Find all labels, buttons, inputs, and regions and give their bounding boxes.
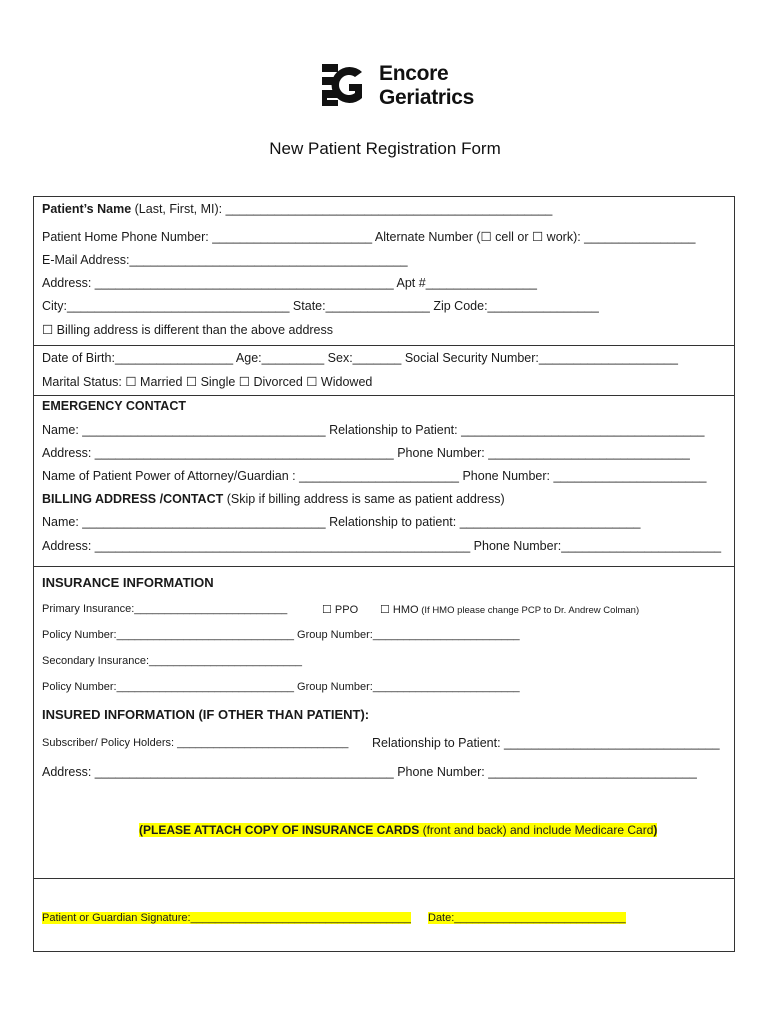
email-field[interactable]: E-Mail Address:________________________________________	[42, 253, 408, 267]
patient-name-field[interactable]	[42, 202, 552, 216]
home-phone-field[interactable]: Patient Home Phone Number: _______________________ Alternate Number (☐ cell or ☐ work): ________________	[42, 230, 696, 244]
logo-text-encore: Encore	[379, 62, 449, 85]
logo-text-geriatrics: Geriatrics	[379, 86, 475, 109]
insured-address-field[interactable]: Address: ___________________________________________ Phone Number: ______________________________	[42, 765, 697, 779]
billing-different-checkbox[interactable]: ☐ Billing address is different than the above address	[42, 323, 334, 337]
divider-insurance	[33, 566, 735, 567]
policy-number-secondary-field[interactable]: Policy Number:_____________________________ Group Number:________________________	[42, 681, 520, 693]
dob-age-sex-ssn-field[interactable]: Date of Birth:_________________ Age:_________ Sex:_______ Social Security Number:____________________	[42, 351, 678, 365]
insurance-heading: INSURANCE INFORMATION	[42, 575, 214, 590]
signature-label: Patient or Guardian Signature:____________________________________	[42, 912, 411, 924]
insured-heading: INSURED INFORMATION (IF OTHER THAN PATIENT):	[42, 707, 370, 722]
divider-demographics	[33, 345, 735, 346]
logo-mark-icon	[321, 62, 365, 108]
encore-geriatrics-logo	[321, 60, 501, 112]
signature-field[interactable]	[42, 912, 411, 924]
attach-note-rest: (front and back) and include Medicare Card	[419, 823, 654, 837]
attach-cards-note	[139, 823, 657, 837]
insured-relationship-field[interactable]: Relationship to Patient: _______________________________	[372, 736, 720, 750]
emergency-address-field[interactable]: Address: ___________________________________________ Phone Number: _____________________________	[42, 446, 690, 460]
billing-address-field[interactable]: Address: ______________________________________________________ Phone Number:_______________________	[42, 539, 722, 553]
billing-heading	[42, 492, 505, 506]
hmo-label: ☐ HMO	[380, 604, 419, 616]
subscriber-field[interactable]: Subscriber/ Policy Holders: ____________________________	[42, 737, 349, 749]
city-state-zip-field[interactable]: City:________________________________ State:_______________ Zip Code:________________	[42, 299, 599, 313]
date-field[interactable]	[428, 912, 626, 924]
patient-name-label: Patient’s Name	[42, 202, 132, 216]
form-title: New Patient Registration Form	[269, 139, 501, 158]
date-label: Date:____________________________	[428, 912, 626, 924]
divider-signature	[33, 878, 735, 879]
marital-status-checkboxes[interactable]: Marital Status: ☐ Married ☐ Single ☐ Divorced ☐ Widowed	[42, 375, 373, 389]
billing-heading-note: (Skip if billing address is same as patient address)	[223, 492, 505, 506]
emergency-name-field[interactable]: Name: ___________________________________ Relationship to Patient: ___________________________________	[42, 423, 705, 437]
billing-heading-label: BILLING ADDRESS /CONTACT	[42, 492, 224, 506]
poa-field[interactable]: Name of Patient Power of Attorney/Guardian : _______________________ Phone Number: ______________________	[42, 469, 707, 483]
primary-insurance-field[interactable]: Primary Insurance:_________________________	[42, 603, 288, 615]
billing-name-field[interactable]: Name: ___________________________________ Relationship to patient: __________________________	[42, 515, 641, 529]
policy-number-primary-field[interactable]: Policy Number:_____________________________ Group Number:________________________	[42, 629, 520, 641]
ppo-checkbox[interactable]: ☐ PPO	[322, 604, 359, 616]
divider-emergency	[33, 395, 735, 396]
address-field[interactable]: Address: ___________________________________________ Apt #________________	[42, 276, 537, 290]
attach-note-close: )	[653, 823, 658, 837]
hmo-checkbox[interactable]	[380, 603, 639, 616]
patient-name-hint: (Last, First, MI): _______________________________________________	[131, 202, 553, 216]
secondary-insurance-field[interactable]: Secondary Insurance:_________________________	[42, 655, 302, 667]
emergency-contact-heading: EMERGENCY CONTACT	[42, 399, 186, 413]
attach-note-bold: (PLEASE ATTACH COPY OF INSURANCE CARDS	[139, 823, 420, 837]
hmo-note: (If HMO please change PCP to Dr. Andrew Colman)	[418, 605, 640, 616]
